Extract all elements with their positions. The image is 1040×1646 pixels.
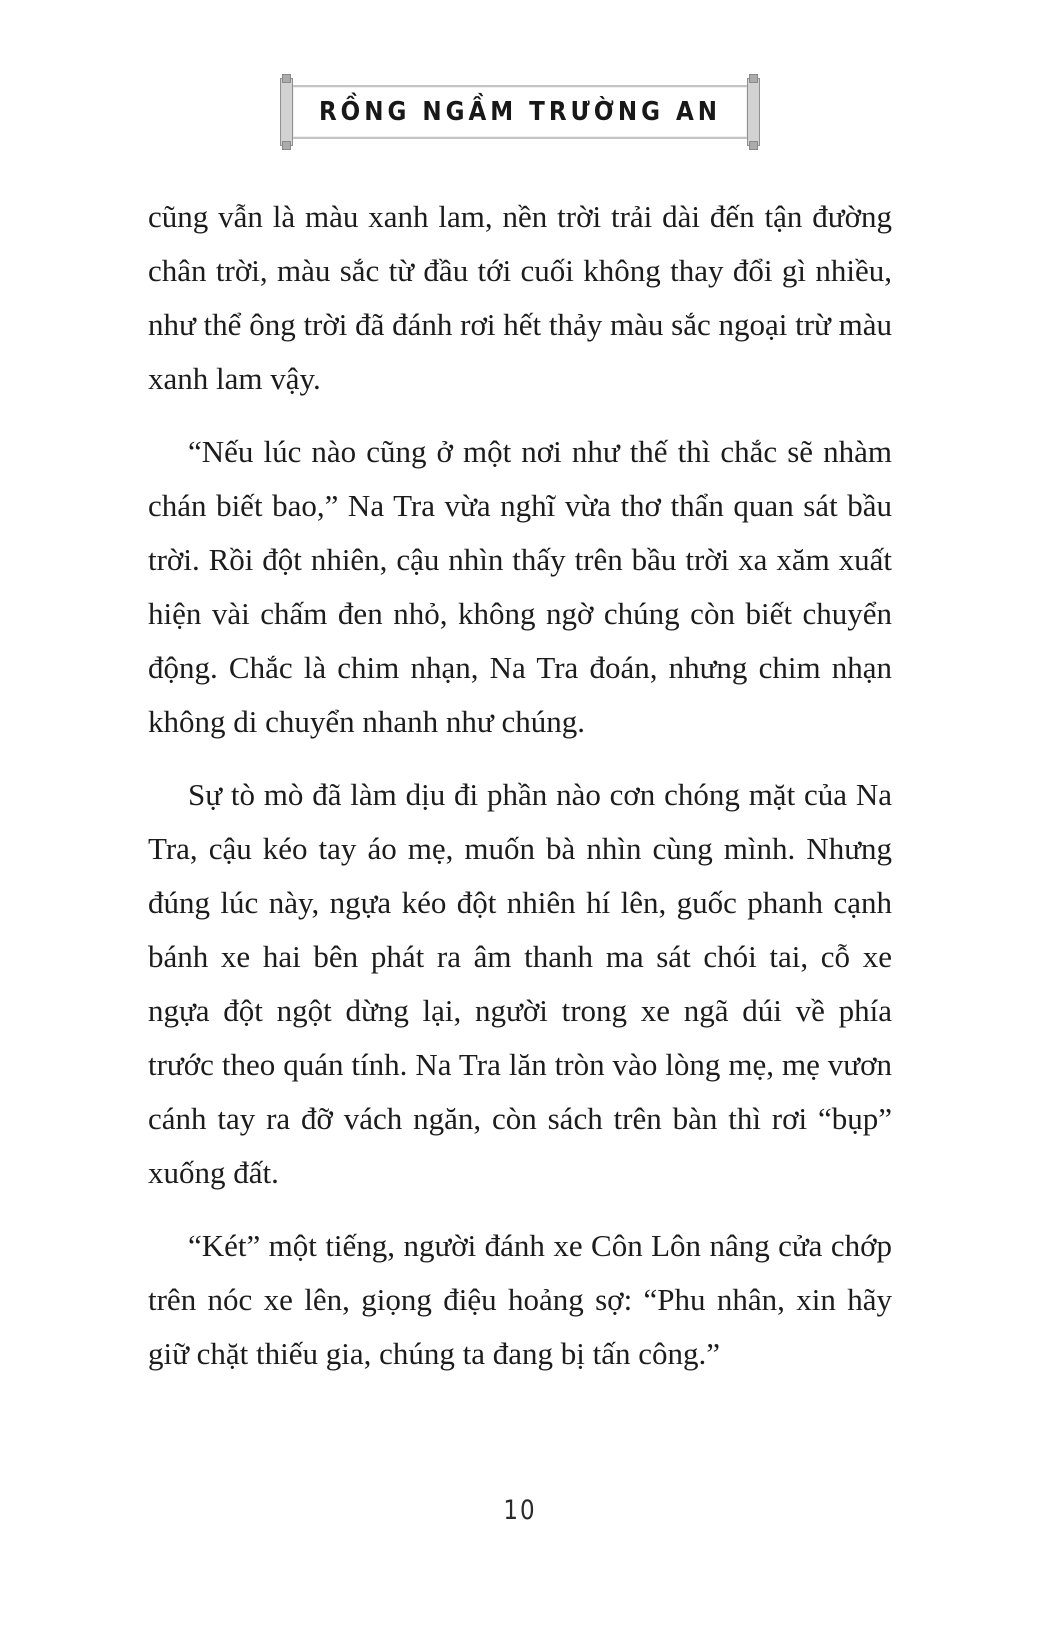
paragraph: “Nếu lúc nào cũng ở một nơi như thế thì chắc sẽ nhàm chán biết bao,” Na Tra vừa nghĩ vừa thơ thẩn quan sát bầu trời. Rồi đột nhiên, cậu nhìn thấy trên bầu trời xa xăm xuất hiện vài chấm đen nhỏ, không ngờ chúng còn biết chuyển động. Chắc là chim nhạn, Na Tra đoán, nhưng chim nhạn không di chuyển nhanh như chúng.	[148, 434, 892, 739]
paragraph: “Két” một tiếng, người đánh xe Côn Lôn nâng cửa chớp trên nóc xe lên, giọng điệu hoảng sợ: “Phu nhân, xin hãy giữ chặt thiếu gia, chúng ta đang bị tấn công.”	[148, 1228, 892, 1371]
chapter-title: RỒNG NGẦM TRƯỜNG AN	[318, 97, 722, 127]
page-footer	[0, 1498, 1040, 1524]
scroll-roller-left-icon	[280, 78, 293, 146]
chapter-header	[0, 0, 1040, 146]
chapter-banner	[280, 78, 760, 146]
banner-paper	[291, 85, 749, 139]
scroll-knob-icon	[282, 74, 291, 83]
paragraph: cũng vẫn là màu xanh lam, nền trời trải dài đến tận đường chân trời, màu sắc từ đầu tới cuối không thay đổi gì nhiều, như thể ông trời đã đánh rơi hết thảy màu sắc ngoại trừ màu xanh lam vậy.	[148, 199, 892, 396]
scroll-roller-right-icon	[747, 78, 760, 146]
scroll-knob-icon	[749, 141, 758, 150]
page-number: 10	[503, 1496, 537, 1526]
scroll-knob-icon	[282, 141, 291, 150]
page-body	[148, 190, 892, 1381]
scroll-knob-icon	[749, 74, 758, 83]
paragraph: Sự tò mò đã làm dịu đi phần nào cơn chóng mặt của Na Tra, cậu kéo tay áo mẹ, muốn bà nhìn cùng mình. Nhưng đúng lúc này, ngựa kéo đột nhiên hí lên, guốc phanh cạnh bánh xe hai bên phát ra âm thanh ma sát chói tai, cỗ xe ngựa đột ngột dừng lại, người trong xe ngã dúi về phía trước theo quán tính. Na Tra lăn tròn vào lòng mẹ, mẹ vươn cánh tay ra đỡ vách ngăn, còn sách trên bàn thì rơi “bụp” xuống đất.	[148, 777, 892, 1190]
